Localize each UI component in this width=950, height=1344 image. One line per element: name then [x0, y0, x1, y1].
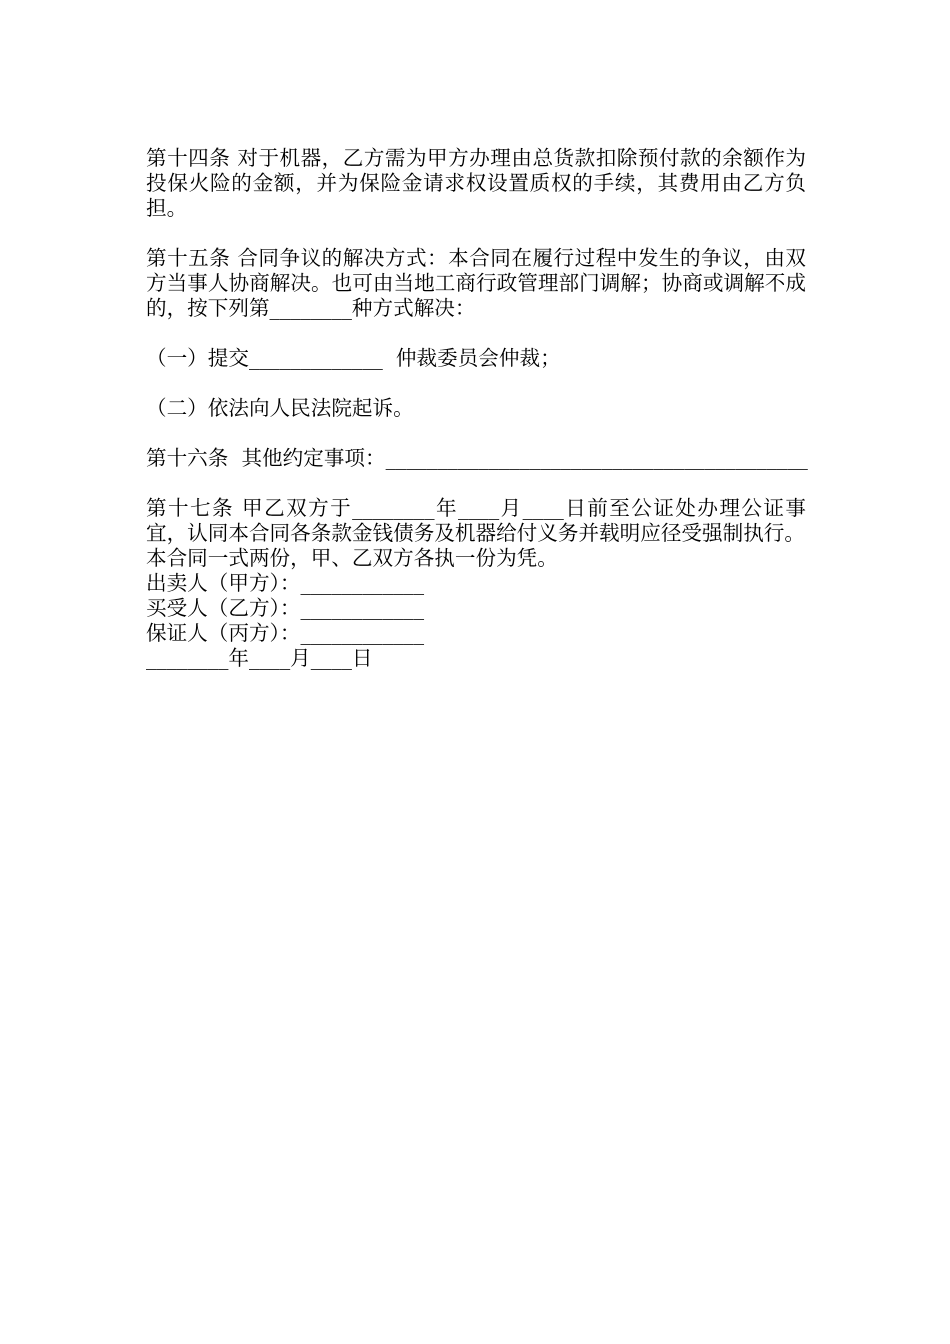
article-17: 第十七条 甲乙双方于________年____月____日前至公证处办理公证事宜，认同本合同各条款金钱债务及机器给付义务并载明应径受强制执行。: [146, 496, 806, 545]
dispute-option-arbitration: （一）提交_____________ 仲裁委员会仲裁；: [146, 346, 561, 370]
paragraph-spacer: [146, 421, 806, 446]
paragraph-spacer: [146, 221, 806, 246]
buyer-signature-line: 买受人（乙方）：____________: [146, 596, 425, 620]
signing-date-line: ________年____月____日: [146, 646, 373, 670]
guarantor-signature-line: 保证人（丙方）：____________: [146, 621, 425, 645]
seller-signature-line: 出卖人（甲方）：____________: [146, 571, 425, 595]
dispute-option-court: （二）依法向人民法院起诉。: [146, 396, 414, 420]
article-14: 第十四条 对于机器，乙方需为甲方办理由总货款扣除预付款的余额作为投保火险的金额，并为保险金请求权设置质权的手续，其费用由乙方负担。: [146, 146, 806, 220]
paragraph-spacer: [146, 321, 806, 346]
paragraph-spacer: [146, 371, 806, 396]
copies-statement: 本合同一式两份，甲、乙双方各执一份为凭。: [146, 546, 558, 570]
contract-body: [146, 146, 806, 671]
article-16: 第十六条 其他约定事项：_________________________________________: [146, 446, 808, 470]
article-15: 第十五条 合同争议的解决方式：本合同在履行过程中发生的争议，由双方当事人协商解决。也可由当地工商行政管理部门调解；协商或调解不成的，按下列第________种方式解决：: [146, 246, 806, 320]
paragraph-spacer: [146, 471, 806, 496]
